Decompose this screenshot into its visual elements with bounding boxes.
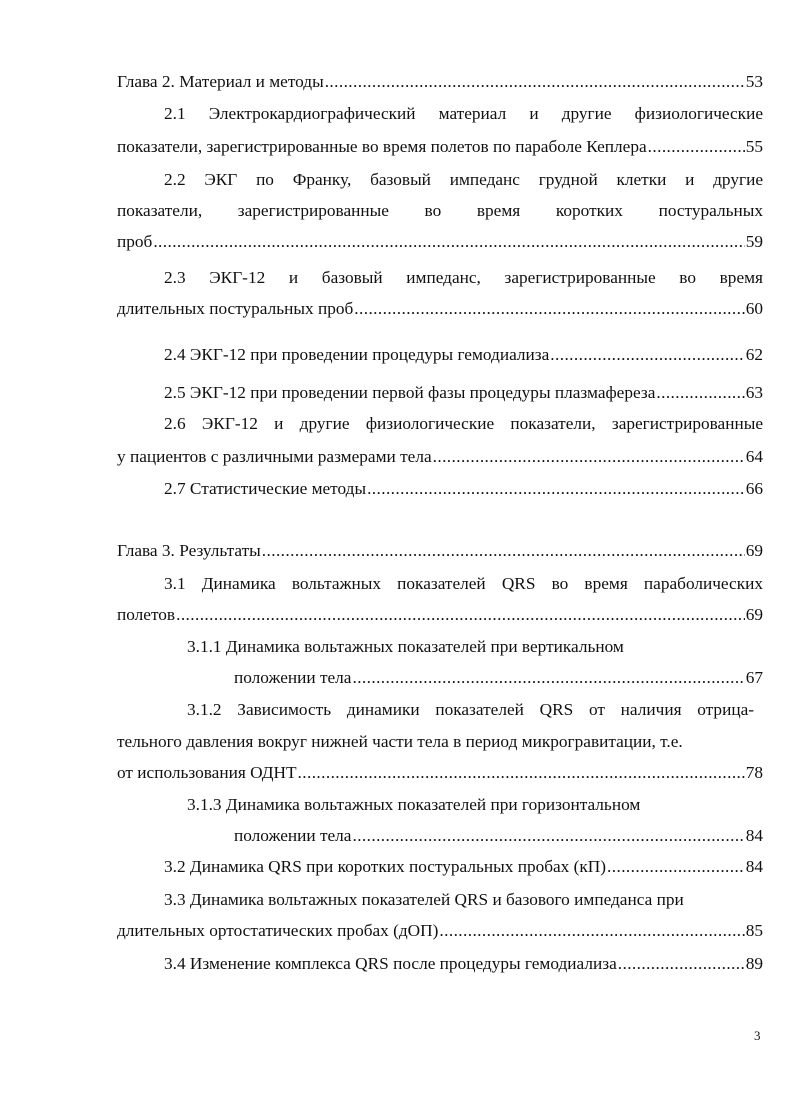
toc-3-1-line1: 3.1 Динамика вольтажных показателей QRS во время параболических bbox=[164, 574, 763, 593]
toc-2-6[interactable]: у пациентов с различными размерами тела ..... 64 bbox=[117, 446, 763, 468]
toc-2-2[interactable]: проб ..... 59 bbox=[117, 231, 763, 253]
toc-3-2[interactable]: 3.2 Динамика QRS при коротких постуральных пробах (кП) ..... 84 bbox=[164, 856, 763, 878]
toc-3-1-2[interactable]: от использования ОДНТ ..... 78 bbox=[117, 762, 763, 784]
toc-3-3[interactable]: длительных ортостатических пробах (дОП) ..... 85 bbox=[117, 920, 763, 942]
toc-3-1-3[interactable]: положении тела ..... 84 bbox=[234, 825, 763, 847]
toc-2-6-line1: 2.6 ЭКГ-12 и другие физиологические показатели, зарегистрированные bbox=[164, 414, 763, 433]
toc-2-1-line1: 2.1 Электрокардиографический материал и другие физиологические bbox=[164, 104, 763, 123]
toc-3-4[interactable]: 3.4 Изменение комплекса QRS после процедуры гемодиализа ..... 89 bbox=[164, 953, 763, 975]
toc-3-1-1[interactable]: положении тела ..... 67 bbox=[234, 667, 763, 689]
toc-2-3[interactable]: длительных постуральных проб ..... 60 bbox=[117, 298, 763, 320]
toc-2-4[interactable]: 2.4 ЭКГ-12 при проведении процедуры гемодиализа ..... 62 bbox=[164, 344, 763, 366]
page-number: 3 bbox=[754, 1028, 761, 1043]
toc-2-1[interactable]: показатели, зарегистрированные во время полетов по параболе Кеплера ..... 55 bbox=[117, 136, 763, 158]
toc-3-1-2-line2: тельного давления вокруг нижней части тела в период микрогравитации, т.е. bbox=[117, 732, 683, 751]
toc-3-1-2-line1: 3.1.2 Зависимость динамики показателей QRS от наличия отрица- bbox=[187, 700, 754, 719]
toc-2-2-line1: 2.2 ЭКГ по Франку, базовый импеданс грудной клетки и другие bbox=[164, 170, 763, 189]
toc-chapter-3[interactable]: Глава 3. Результаты ..... 69 bbox=[117, 540, 763, 562]
toc-3-3-line1: 3.3 Динамика вольтажных показателей QRS и базового импеданса при bbox=[164, 890, 684, 909]
toc-2-5[interactable]: 2.5 ЭКГ-12 при проведении первой фазы процедуры плазмафереза ..... 63 bbox=[164, 382, 763, 404]
toc-3-1[interactable]: полетов ..... 69 bbox=[117, 604, 763, 626]
toc-3-1-3-line1: 3.1.3 Динамика вольтажных показателей при горизонтальном bbox=[187, 795, 641, 814]
toc-chapter-2[interactable]: Глава 2. Материал и методы ..... 53 bbox=[117, 71, 763, 93]
toc-2-3-line1: 2.3 ЭКГ-12 и базовый импеданс, зарегистрированные во время bbox=[164, 268, 763, 287]
toc-3-1-1-line1: 3.1.1 Динамика вольтажных показателей при вертикальном bbox=[187, 637, 624, 656]
toc-2-2-line2: показатели, зарегистрированные во время коротких постуральных bbox=[117, 201, 763, 220]
toc-2-7[interactable]: 2.7 Статистические методы ..... 66 bbox=[164, 478, 763, 500]
